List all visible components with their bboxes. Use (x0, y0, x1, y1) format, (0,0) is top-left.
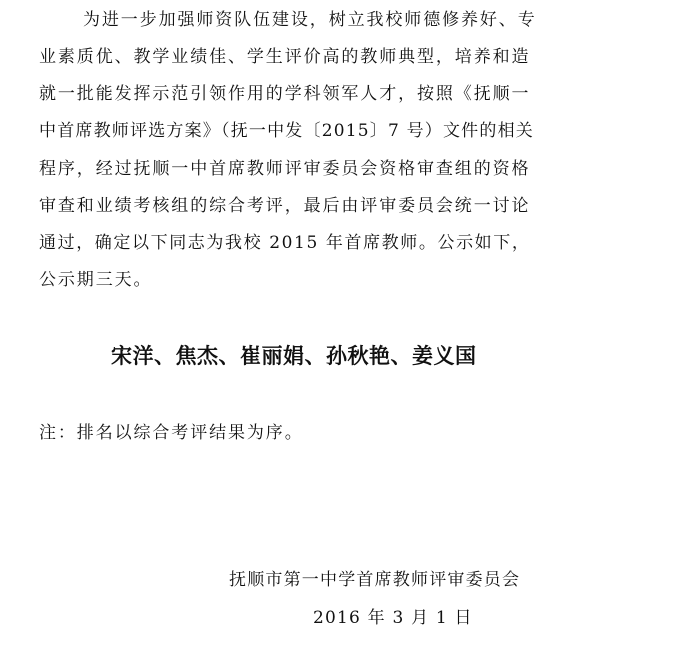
body-line-2: 业素质优、教学业绩佳、学生评价高的教师典型，培养和造 (39, 47, 531, 67)
honoree-names: 宋洋、焦杰、崔丽娟、孙秋艳、姜义国 (111, 344, 477, 368)
ranking-note: 注：排名以综合考评结果为序。 (39, 423, 304, 443)
body-line-3: 就一批能发挥示范引领作用的学科领军人才，按照《抚顺一 (39, 84, 531, 104)
body-line-8: 公示期三天。 (39, 270, 153, 290)
signature-organization: 抚顺市第一中学首席教师评审委员会 (229, 570, 521, 590)
body-line-1: 为进一步加强师资队伍建设，树立我校师德修养好、专 (83, 10, 537, 30)
body-line-4: 中首席教师评选方案》（抚一中发〔2015〕7 号）文件的相关 (39, 121, 534, 141)
signature-date: 2016 年 3 月 1 日 (313, 608, 473, 628)
body-line-7: 通过，确定以下同志为我校 2015 年首席教师。公示如下， (39, 233, 531, 253)
body-line-6: 审查和业绩考核组的综合考评，最后由评审委员会统一讨论 (39, 196, 531, 216)
body-line-5: 程序，经过抚顺一中首席教师评审委员会资格审查组的资格 (39, 159, 531, 179)
